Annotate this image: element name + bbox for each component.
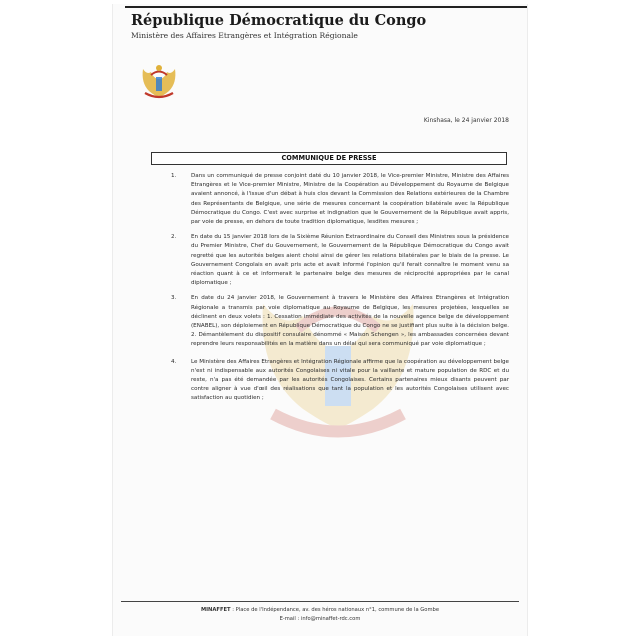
- footer-org: MINAFFET: [200, 607, 231, 613]
- drc-coat-of-arms-icon: [137, 59, 181, 103]
- dateline: Kinshasa, le 24 janvier 2018: [423, 117, 509, 124]
- item-number: 1.: [171, 173, 177, 179]
- item-text: En date du 15 janvier 2018 lors de la Sixième Réunion Extraordinaire du Conseil des Ministres sous la présidence du Premier Ministre, Chef du Gouvernement, le Gouvernement de la République Démocratique du Congo avait regretté que les autorités belges aient choisi ainsi de gérer les relations bilatérales par le biais de la presse. Le Gouvernement Congolais en avait pris acte et avait informé l'opinion qu'il ferait connaître le moment venu sa réaction quant à ce et informerait le partenaire belge des mesures de réciprocité appropriées par le canal diplomatique ;: [191, 234, 509, 287]
- communique-items: [169, 172, 509, 404]
- list-item: [169, 172, 509, 227]
- ministry-subtitle: Ministère des Affaires Etrangères et Intégration Régionale: [131, 31, 358, 40]
- header-rule: [125, 6, 527, 8]
- document-title: République Démocratique du Congo: [131, 12, 427, 29]
- press-release-heading: COMMUNIQUE DE PRESSE: [151, 152, 507, 165]
- item-number: 4.: [171, 358, 177, 365]
- footer-email[interactable]: E-mail : info@minaffet-rdc.com: [279, 616, 361, 622]
- footer-address-text: : Place de l'Indépendance, av. des héros nationaux n°1, commune de la Gombe: [230, 607, 440, 613]
- document-page: [112, 4, 528, 636]
- item-text: Le Ministère des Affaires Etrangères et Intégration Régionale affirme que la coopération au développement belge n'est ni indispensable aux autorités Congolaises ni vitale pour la vaillante et mature population de RDC et du reste, n'a pas été demandée par les autorités Congolaises. Certains partenaires mieux disants peuvent par contre aligner à vue d'œil des réalisations que tant la population et les autorités Congolaises utilisent avec satisfaction au quotidien ;: [191, 358, 509, 402]
- item-number: 3.: [171, 295, 177, 302]
- footer-address: [113, 607, 527, 613]
- item-text: En date du 24 janvier 2018, le Gouvernement à travers le Ministère des Affaires Etrangères et Intégration Régionale a transmis par voie diplomatique au Royaume de Belgique, les mesures projetées, lesquelles se déclinent en deux volets : 1. Cessation immédiate des activités de la nouvelle agence belge de développement (ENABEL), son déploiement en République Démocratique du Congo ne se justifiant plus suite à la décision belge. 2. Démantèlement du dispositif consulaire dénommé « Maison Schengen », les ambassades concernées devant reprendre leurs responsabilités en la matière dans un délai qui sera communiqué par voie diplomatique ;: [191, 295, 509, 348]
- list-item: [169, 294, 509, 349]
- footer-rule: [121, 601, 519, 602]
- list-item: [169, 358, 509, 404]
- item-number: 2.: [171, 234, 177, 241]
- list-item: [169, 233, 509, 288]
- item-text: Dans un communiqué de presse conjoint daté du 10 janvier 2018, le Vice-premier Ministre, Ministre des Affaires Etrangères et le Vice-premier Ministre, Ministre de la Coopération au Développement du Royaume de Belgique avaient annoncé, à l'issue d'un débat à huis clos devant la Commission des Relations extérieures de la Chambre des Représentants de Belgique, une série de mesures concernant la coopération bilatérale avec la République Démocratique du Congo. C'est avec surprise et indignation que le Gouvernement de la République avait appris, par voie de presse, en dehors de toute tradition diplomatique, lesdites mesures ;: [191, 173, 509, 226]
